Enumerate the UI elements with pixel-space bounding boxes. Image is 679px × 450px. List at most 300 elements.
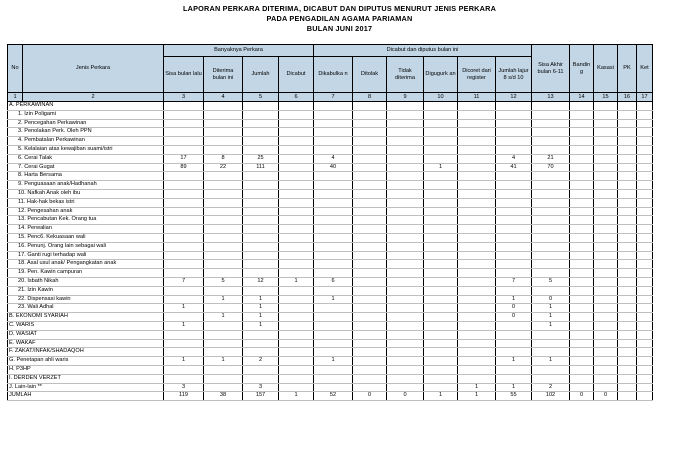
header-jumlah-lajur: Jumlah lajur 8 s/d 10 — [496, 57, 532, 93]
table-cell — [618, 181, 637, 190]
table-cell: 70 — [532, 163, 570, 172]
table-cell — [164, 216, 204, 225]
table-cell: 1 — [458, 392, 496, 401]
table-row — [8, 172, 653, 181]
table-row — [8, 374, 653, 383]
table-cell — [570, 295, 594, 304]
table-cell: 6 — [314, 277, 353, 286]
column-number: 14 — [570, 93, 594, 102]
table-cell: 1 — [243, 321, 279, 330]
case-type-label: H. P3HP — [8, 365, 164, 374]
table-cell — [353, 365, 387, 374]
table-row — [8, 137, 653, 146]
table-cell — [458, 216, 496, 225]
table-cell — [458, 330, 496, 339]
case-type-label: 18. Asal usul anak/ Pengangkatan anak — [8, 260, 164, 269]
table-cell — [570, 313, 594, 322]
table-cell — [314, 339, 353, 348]
table-cell: 1 — [279, 392, 314, 401]
table-cell — [243, 269, 279, 278]
table-cell — [458, 339, 496, 348]
table-cell: 1 — [458, 383, 496, 392]
table-cell — [532, 216, 570, 225]
table-cell — [424, 286, 458, 295]
table-cell — [424, 321, 458, 330]
table-cell — [594, 189, 618, 198]
table-cell: 0 — [570, 392, 594, 401]
table-cell — [594, 137, 618, 146]
table-cell: 1 — [243, 304, 279, 313]
table-cell: 1 — [243, 313, 279, 322]
table-cell — [243, 110, 279, 119]
table-cell — [618, 295, 637, 304]
table-cell — [424, 119, 458, 128]
table-cell: 41 — [496, 163, 532, 172]
table-cell — [424, 304, 458, 313]
table-cell — [164, 313, 204, 322]
table-cell — [496, 330, 532, 339]
table-cell — [279, 216, 314, 225]
table-cell — [618, 374, 637, 383]
table-cell — [594, 251, 618, 260]
table-cell — [387, 216, 424, 225]
table-cell — [314, 269, 353, 278]
table-row — [8, 110, 653, 119]
table-cell — [618, 145, 637, 154]
table-cell — [204, 172, 243, 181]
table-cell — [618, 233, 637, 242]
header-banding: Bandin g — [570, 45, 594, 93]
table-cell — [570, 304, 594, 313]
header-tidak-diterima: Tidak diterima — [387, 57, 424, 93]
table-cell — [637, 374, 653, 383]
table-cell — [204, 110, 243, 119]
table-cell — [387, 189, 424, 198]
table-cell: 2 — [243, 357, 279, 366]
table-cell: 0 — [496, 304, 532, 313]
table-cell — [353, 216, 387, 225]
header-jumlah: Jumlah — [243, 57, 279, 93]
table-cell — [570, 225, 594, 234]
table-cell — [243, 225, 279, 234]
table-row — [8, 277, 653, 286]
table-cell — [458, 374, 496, 383]
table-cell — [424, 145, 458, 154]
table-cell: 5 — [532, 277, 570, 286]
table-cell — [243, 189, 279, 198]
table-cell — [279, 198, 314, 207]
table-cell — [424, 137, 458, 146]
table-cell — [387, 181, 424, 190]
table-cell: 0 — [496, 313, 532, 322]
table-cell — [243, 374, 279, 383]
table-cell — [314, 181, 353, 190]
table-cell — [314, 330, 353, 339]
table-row — [8, 154, 653, 163]
table-cell — [204, 365, 243, 374]
table-cell — [353, 163, 387, 172]
table-cell — [496, 189, 532, 198]
table-cell — [164, 145, 204, 154]
table-cell — [532, 110, 570, 119]
table-row — [8, 198, 653, 207]
table-cell — [279, 119, 314, 128]
table-cell: 1 — [532, 357, 570, 366]
table-cell — [243, 348, 279, 357]
table-row — [8, 260, 653, 269]
table-cell — [594, 286, 618, 295]
table-cell — [637, 128, 653, 137]
table-cell — [387, 313, 424, 322]
column-number: 1 — [8, 93, 23, 102]
table-cell — [618, 321, 637, 330]
table-cell — [387, 154, 424, 163]
table-cell — [570, 330, 594, 339]
table-cell — [424, 269, 458, 278]
table-cell — [164, 251, 204, 260]
case-type-label: D. WASIAT — [8, 330, 164, 339]
table-cell — [314, 286, 353, 295]
case-type-label: 9. Penguasaan anak/Hadhanah — [8, 181, 164, 190]
table-cell — [243, 172, 279, 181]
table-cell — [570, 181, 594, 190]
table-cell — [594, 330, 618, 339]
report-title-line1: LAPORAN PERKARA DITERIMA, DICABUT DAN DIPUTUS MENURUT JENIS PERKARA — [182, 4, 497, 13]
table-cell — [570, 321, 594, 330]
table-cell — [243, 137, 279, 146]
table-cell — [458, 207, 496, 216]
table-cell — [353, 172, 387, 181]
table-cell — [496, 321, 532, 330]
table-cell — [164, 102, 204, 111]
header-banyaknya-perkara: Banyaknya Perkara — [164, 45, 314, 57]
table-cell — [279, 304, 314, 313]
table-cell — [353, 242, 387, 251]
table-row — [8, 216, 653, 225]
table-cell — [353, 286, 387, 295]
table-row — [8, 163, 653, 172]
table-cell — [424, 189, 458, 198]
table-cell — [204, 269, 243, 278]
table-cell — [353, 348, 387, 357]
table-cell — [637, 313, 653, 322]
table-cell — [570, 137, 594, 146]
table-cell — [164, 207, 204, 216]
table-cell — [204, 374, 243, 383]
table-cell — [637, 251, 653, 260]
table-cell — [570, 348, 594, 357]
table-cell — [387, 128, 424, 137]
table-cell: 17 — [164, 154, 204, 163]
table-cell — [570, 172, 594, 181]
case-type-label: 10. Nafkah Anak oleh ibu — [8, 189, 164, 198]
table-cell — [458, 189, 496, 198]
table-cell — [314, 128, 353, 137]
table-cell — [243, 102, 279, 111]
table-cell — [204, 330, 243, 339]
table-cell: 0 — [594, 392, 618, 401]
column-number: 3 — [164, 93, 204, 102]
table-cell — [458, 137, 496, 146]
table-cell — [424, 348, 458, 357]
table-cell — [279, 383, 314, 392]
table-cell — [164, 198, 204, 207]
column-number: 10 — [424, 93, 458, 102]
table-cell — [496, 339, 532, 348]
table-row — [8, 313, 653, 322]
table-cell — [424, 313, 458, 322]
table-cell — [637, 189, 653, 198]
table-cell — [496, 110, 532, 119]
table-cell — [204, 321, 243, 330]
table-cell — [424, 225, 458, 234]
table-cell — [387, 295, 424, 304]
table-cell — [496, 260, 532, 269]
table-cell — [243, 339, 279, 348]
column-number: 8 — [353, 93, 387, 102]
report-table — [7, 44, 653, 401]
report-title-line3: BULAN JUNI 2017 — [306, 24, 373, 33]
table-cell: 2 — [532, 383, 570, 392]
table-cell — [424, 110, 458, 119]
case-type-label: 1. Izin Poligami — [8, 110, 164, 119]
table-cell: 0 — [353, 392, 387, 401]
table-cell — [204, 383, 243, 392]
table-cell — [618, 119, 637, 128]
table-cell — [570, 339, 594, 348]
table-cell — [594, 110, 618, 119]
column-number: 16 — [618, 93, 637, 102]
table-cell — [637, 357, 653, 366]
table-cell — [353, 110, 387, 119]
table-cell — [496, 119, 532, 128]
column-number: 2 — [23, 93, 164, 102]
table-cell — [424, 172, 458, 181]
table-cell — [618, 242, 637, 251]
table-row — [8, 269, 653, 278]
case-type-label: 4. Pembatalan Perkawinan — [8, 137, 164, 146]
table-cell — [618, 110, 637, 119]
table-cell — [637, 119, 653, 128]
table-cell — [424, 102, 458, 111]
table-cell — [570, 207, 594, 216]
table-cell — [164, 374, 204, 383]
table-cell — [243, 233, 279, 242]
table-cell — [594, 119, 618, 128]
case-type-label: 3. Penolakan Perk. Oleh PPN — [8, 128, 164, 137]
table-cell — [279, 295, 314, 304]
table-row — [8, 304, 653, 313]
table-cell — [532, 225, 570, 234]
table-cell — [424, 128, 458, 137]
table-cell — [618, 128, 637, 137]
table-cell — [204, 189, 243, 198]
table-cell — [314, 189, 353, 198]
table-cell — [496, 286, 532, 295]
table-cell — [314, 304, 353, 313]
table-cell — [164, 233, 204, 242]
table-cell — [637, 392, 653, 401]
table-cell — [387, 119, 424, 128]
case-type-label: A. PERKAWINAN — [8, 102, 164, 111]
table-row — [8, 321, 653, 330]
header-kasasi: Kasasi — [594, 45, 618, 93]
table-cell — [353, 357, 387, 366]
table-cell — [637, 172, 653, 181]
table-cell — [618, 137, 637, 146]
table-cell — [594, 277, 618, 286]
table-cell — [243, 365, 279, 374]
table-cell: 1 — [532, 313, 570, 322]
table-cell — [570, 119, 594, 128]
table-cell — [353, 330, 387, 339]
table-cell — [618, 102, 637, 111]
table-cell — [387, 207, 424, 216]
table-cell — [458, 251, 496, 260]
table-cell — [353, 207, 387, 216]
table-cell — [637, 295, 653, 304]
table-cell: 38 — [204, 392, 243, 401]
table-cell: 0 — [387, 392, 424, 401]
table-row — [8, 119, 653, 128]
table-cell — [618, 357, 637, 366]
table-cell — [637, 163, 653, 172]
table-cell — [314, 207, 353, 216]
table-cell — [532, 233, 570, 242]
table-cell — [353, 181, 387, 190]
table-cell — [532, 189, 570, 198]
table-cell — [637, 233, 653, 242]
table-cell — [594, 225, 618, 234]
table-cell — [387, 374, 424, 383]
table-cell — [570, 163, 594, 172]
table-cell — [637, 181, 653, 190]
table-cell — [279, 251, 314, 260]
table-cell: 1 — [204, 295, 243, 304]
table-cell — [279, 102, 314, 111]
table-cell — [424, 207, 458, 216]
table-cell: 102 — [532, 392, 570, 401]
table-cell — [496, 225, 532, 234]
table-cell — [458, 128, 496, 137]
table-cell: 22 — [204, 163, 243, 172]
table-cell — [387, 242, 424, 251]
table-cell — [570, 198, 594, 207]
table-cell — [458, 181, 496, 190]
table-cell — [458, 269, 496, 278]
table-cell — [279, 321, 314, 330]
table-cell — [424, 260, 458, 269]
table-cell — [243, 286, 279, 295]
table-cell — [570, 383, 594, 392]
table-cell — [314, 374, 353, 383]
table-cell — [594, 304, 618, 313]
table-cell — [204, 348, 243, 357]
table-cell — [279, 163, 314, 172]
table-cell — [594, 198, 618, 207]
table-cell — [594, 269, 618, 278]
table-cell — [314, 172, 353, 181]
table-cell — [532, 339, 570, 348]
table-cell — [279, 225, 314, 234]
table-row — [8, 242, 653, 251]
table-cell — [424, 330, 458, 339]
header-dikabulkan: Dikabulka n — [314, 57, 353, 93]
table-cell — [353, 295, 387, 304]
table-cell — [314, 216, 353, 225]
table-cell: 1 — [164, 304, 204, 313]
table-cell: 7 — [164, 277, 204, 286]
table-row — [8, 295, 653, 304]
table-cell — [243, 260, 279, 269]
column-number: 6 — [279, 93, 314, 102]
table-cell: 111 — [243, 163, 279, 172]
table-cell — [637, 225, 653, 234]
table-cell — [532, 269, 570, 278]
table-cell — [279, 233, 314, 242]
case-type-label: 19. Pen. Kawin campuran — [8, 269, 164, 278]
table-row — [8, 189, 653, 198]
case-type-label: B. EKONOMI SYARIAH — [8, 313, 164, 322]
table-cell — [618, 163, 637, 172]
table-cell — [387, 260, 424, 269]
table-cell — [387, 198, 424, 207]
table-cell — [496, 207, 532, 216]
table-cell: 3 — [243, 383, 279, 392]
table-cell — [204, 225, 243, 234]
table-cell: 5 — [204, 277, 243, 286]
table-cell: 1 — [204, 357, 243, 366]
table-cell — [637, 260, 653, 269]
table-row — [8, 102, 653, 111]
table-cell — [637, 277, 653, 286]
table-cell — [458, 260, 496, 269]
table-cell — [387, 383, 424, 392]
table-cell — [637, 198, 653, 207]
table-cell — [458, 357, 496, 366]
case-type-label: 13. Pencabutan Kek. Orang tua — [8, 216, 164, 225]
case-type-label: E. WAKAF — [8, 339, 164, 348]
table-cell — [496, 374, 532, 383]
table-row — [8, 330, 653, 339]
column-number: 5 — [243, 93, 279, 102]
table-cell — [458, 348, 496, 357]
table-cell — [204, 181, 243, 190]
table-cell — [532, 198, 570, 207]
table-cell — [387, 110, 424, 119]
table-cell — [637, 304, 653, 313]
table-cell — [387, 339, 424, 348]
table-cell: 1 — [496, 357, 532, 366]
table-cell — [618, 313, 637, 322]
table-cell — [279, 330, 314, 339]
table-cell — [387, 251, 424, 260]
table-cell — [164, 260, 204, 269]
table-cell — [243, 330, 279, 339]
table-cell — [353, 225, 387, 234]
table-cell — [618, 198, 637, 207]
table-cell — [204, 251, 243, 260]
table-cell — [532, 251, 570, 260]
table-row — [8, 233, 653, 242]
case-type-label: 22. Dispensasi kawin — [8, 295, 164, 304]
table-row — [8, 365, 653, 374]
table-cell — [204, 128, 243, 137]
table-cell — [353, 128, 387, 137]
table-cell — [387, 321, 424, 330]
table-cell — [637, 269, 653, 278]
table-cell — [279, 242, 314, 251]
